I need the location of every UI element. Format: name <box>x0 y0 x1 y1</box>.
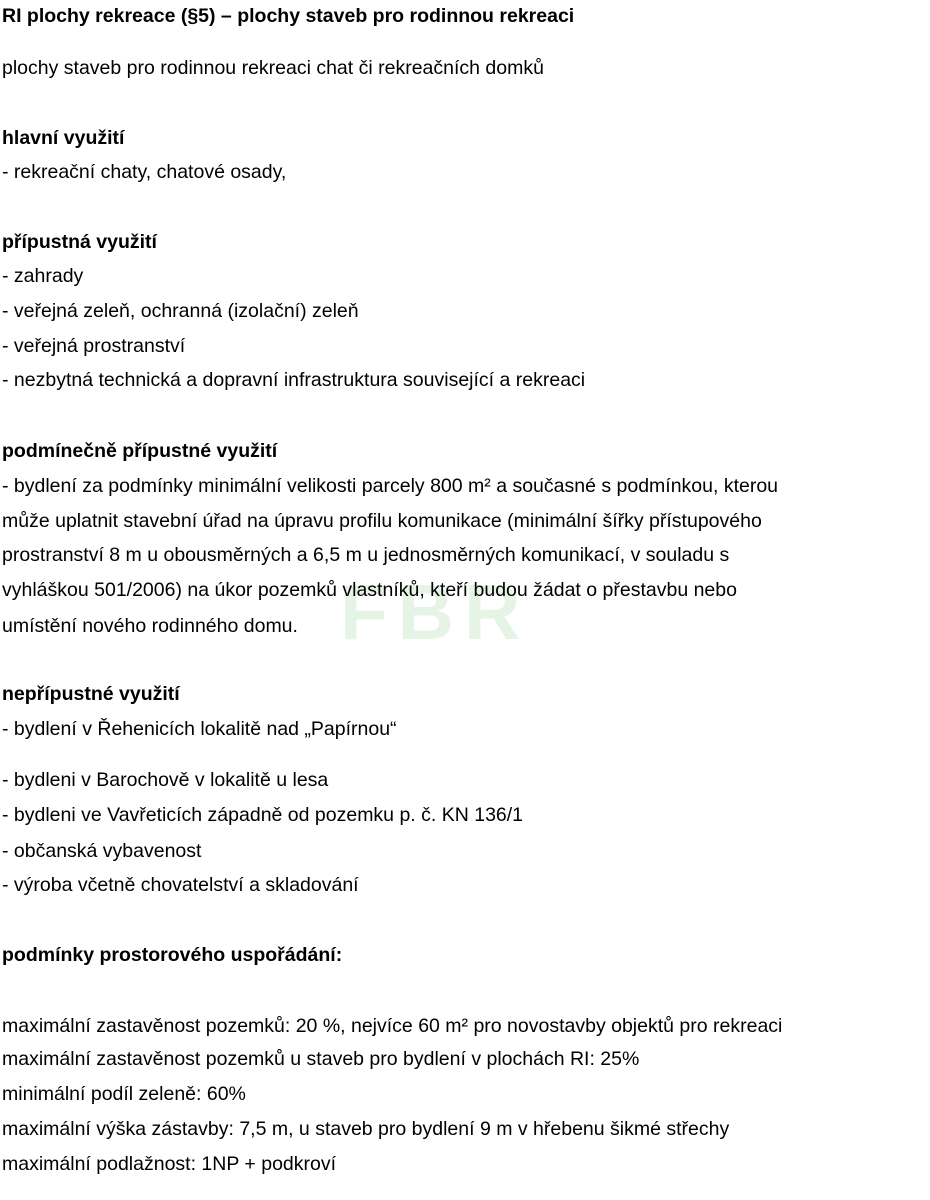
permitted-use-heading: přípustná využití <box>2 231 157 253</box>
prohibited-use-item: - bydlení v Řehenicích lokalitě nad „Papírnou“ <box>2 718 397 740</box>
prohibited-use-item: - bydleni v Barochově v lokalitě u lesa <box>2 769 329 791</box>
main-use-heading: hlavní využití <box>2 127 125 149</box>
permitted-use-item: - veřejná zeleň, ochranná (izolační) zeleň <box>2 300 359 322</box>
permitted-use-item: - veřejná prostranství <box>2 335 186 357</box>
intro-text: plochy staveb pro rodinnou rekreaci chat či rekreačních domků <box>2 57 544 79</box>
permitted-use-item: - zahrady <box>2 265 84 287</box>
conditional-use-line: vyhláškou 501/2006) na úkor pozemků vlastníků, kteří budou žádat o přestavbu nebo <box>2 579 737 601</box>
prohibited-use-item: - občanská vybavenost <box>2 840 202 862</box>
main-use-item: - rekreační chaty, chatové osady, <box>2 161 287 183</box>
permitted-use-item: - nezbytná technická a dopravní infrastruktura související a rekreaci <box>2 369 586 391</box>
conditional-use-heading: podmínečně přípustné využití <box>2 440 278 462</box>
conditional-use-line: umístění nového rodinného domu. <box>2 615 298 637</box>
conditional-use-line: prostranství 8 m u obousměrných a 6,5 m u jednosměrných komunikací, v souladu s <box>2 544 730 566</box>
prohibited-use-heading: nepřípustné využití <box>2 683 180 705</box>
conditional-use-line: může uplatnit stavební úřad na úpravu profilu komunikace (minimální šířky přístupového <box>2 510 762 532</box>
spatial-condition-item: maximální výška zástavby: 7,5 m, u staveb pro bydlení 9 m v hřebenu šikmé střechy <box>2 1118 730 1140</box>
spatial-condition-item: maximální zastavěnost pozemků: 20 %, nejvíce 60 m² pro novostavby objektů pro rekreaci <box>2 1015 783 1037</box>
conditional-use-line: - bydlení za podmínky minimální velikosti parcely 800 m² a současné s podmínkou, kterou <box>2 475 779 497</box>
watermark: FBR <box>340 568 531 656</box>
document-title: RI plochy rekreace (§5) – plochy staveb pro rodinnou rekreaci <box>2 5 575 27</box>
spatial-condition-item: minimální podíl zeleně: 60% <box>2 1083 246 1105</box>
prohibited-use-item: - výroba včetně chovatelství a skladování <box>2 874 359 896</box>
spatial-conditions-heading: podmínky prostorového uspořádání: <box>2 944 343 966</box>
spatial-condition-item: maximální podlažnost: 1NP + podkroví <box>2 1153 337 1175</box>
prohibited-use-item: - bydleni ve Vavřeticích západně od pozemku p. č. KN 136/1 <box>2 804 524 826</box>
spatial-condition-item: maximální zastavěnost pozemků u staveb pro bydlení v plochách RI: 25% <box>2 1048 640 1070</box>
